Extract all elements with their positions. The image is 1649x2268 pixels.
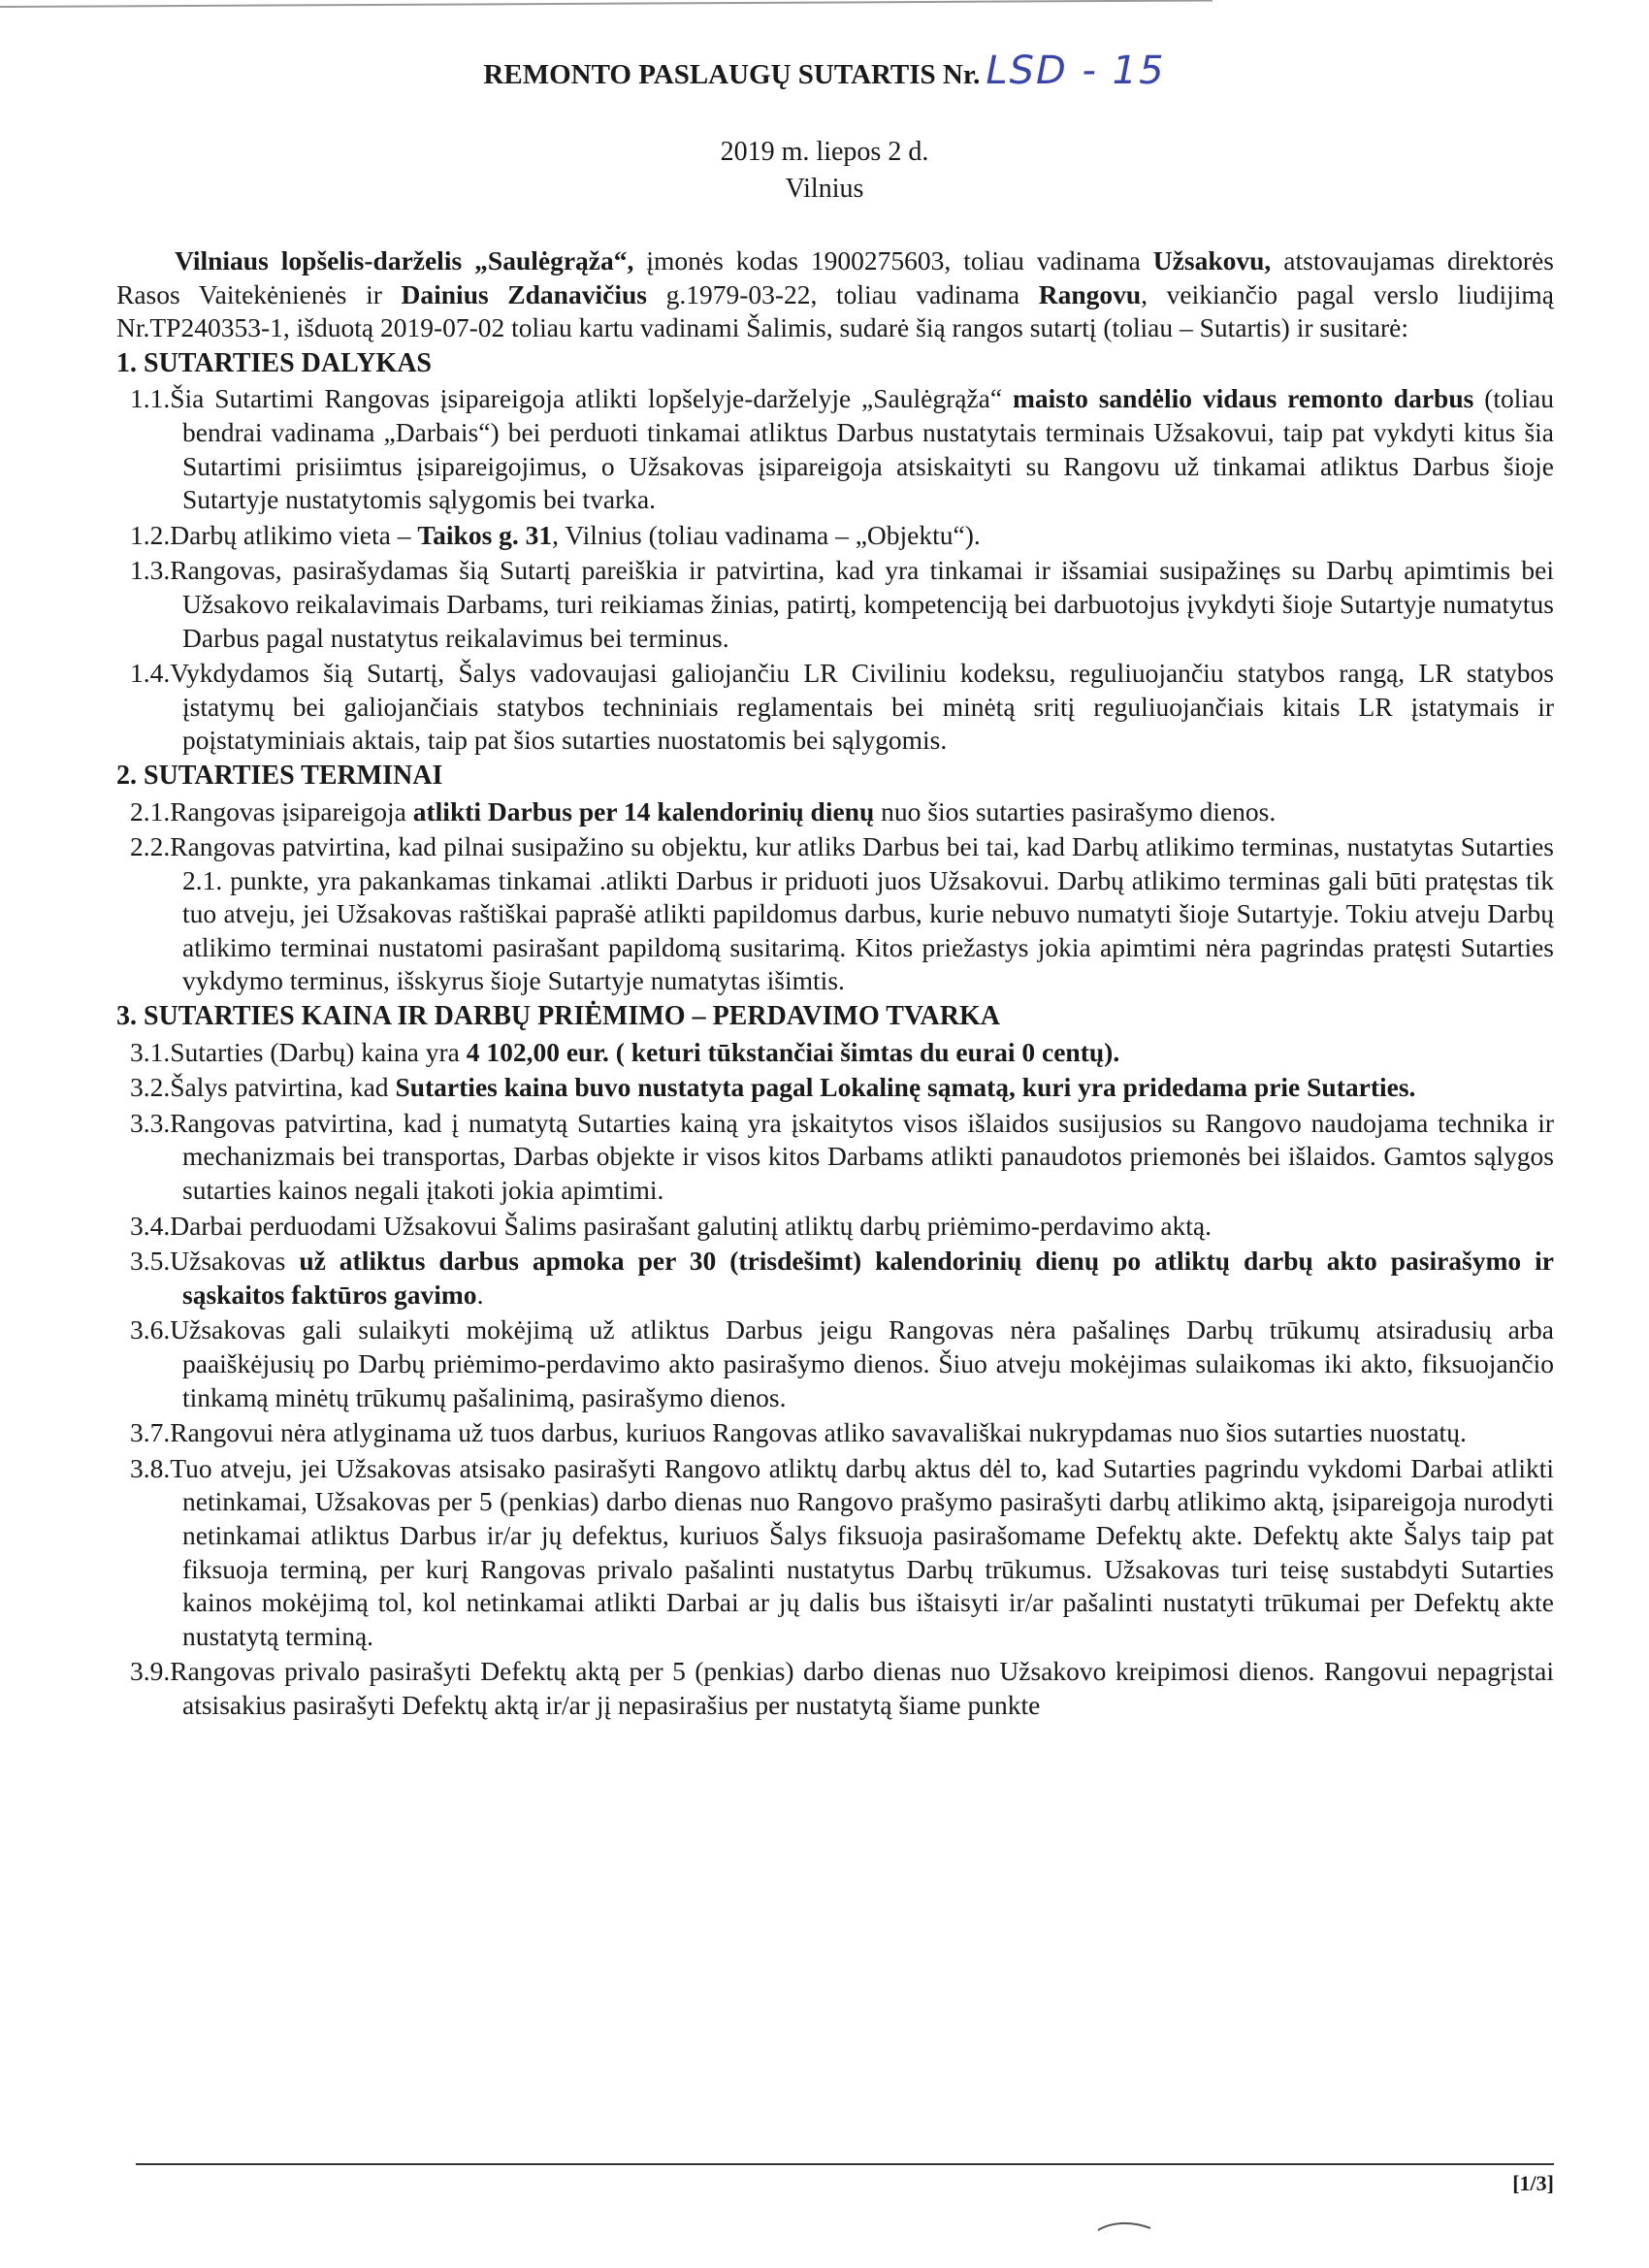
clause-text-segment: (toliau bendrai vadinama „Darbais“) bei perduoti tinkamai atliktus Darbus nustatytais terminais Užsakovui, taip pat vykdyti kitus šia Sutartimi prisiimtus įsipareigojimus, o Užsakovas įsipareigoja atsiskaityti su Rangovu už tinkamai atliktus Darbus šioje Sutartyje nustatytomis sąlygomis bei tvarka. bbox=[182, 383, 1554, 515]
clause-text-segment: nuo šios sutarties pasirašymo dienos. bbox=[874, 795, 1277, 826]
clause-text-segment: Rangovas, pasirašydamas šią Sutartį pareiškia ir patvirtina, kad yra tinkamai ir išsamiai susipažinęs su Darbų apimtimis bei Užsakovo reikalavimais Darbams, turi reikiamas žinias, patirtį, kompetenciją bei darbuotojus įvykdyti šioje Sutartyje numatytus Darbus pagal nustatytus reikalavimus bei terminus. bbox=[170, 555, 1554, 653]
clause-text-segment: už atliktus darbus apmoka per 30 (trisdešimt) kalendorinių dienų po atliktų darbų akto pasirašymo ir sąskaitos faktūros gavimo bbox=[182, 1246, 1554, 1310]
clause-number: 3.6. bbox=[130, 1314, 171, 1345]
section-heading: 2. SUTARTIES TERMINAI bbox=[116, 760, 443, 791]
clause-number: 3.3. bbox=[130, 1107, 171, 1138]
clause-text-segment: Vykdydamos šią Sutartį, Šalys vadovaujasi galiojančiu LR Civiliniu kodeksu, reguliuojančiu statybos rangą, LR statybos įstatymų bei galiojančiais statybos techniniais reglamentais bei minėtą sritį reguliuojančiais kitais LR įstatymais ir poįstatyminiais aktais, taip pat šios sutarties nuostatomis bei sąlygomis. bbox=[170, 658, 1554, 756]
clause-number: 3.7. bbox=[130, 1417, 171, 1448]
intro-paragraph bbox=[116, 244, 1554, 345]
intro-text-segment: atstovaujamas direktorės Rasos Vaitekėnienės ir bbox=[116, 245, 1555, 309]
scan-edge-line bbox=[0, 0, 1212, 8]
page-number: [1/3] bbox=[1512, 2171, 1554, 2195]
clause-text-segment: Rangovas patvirtina, kad pilnai susipažino su objektu, kur atliks Darbus bei tai, kad Darbų atlikimo terminas, nustatytas Sutarties 2.1. punkte, yra pakankamas tinkamai .atlikti Darbus ir priduoti juos Užsakovui. Darbų atlikimo terminas gali būti pratęstas tik tuo atveju, jei Užsakovas raštiškai paprašė atlikti papildomus darbus, kurie nebuvo numatyti šioje Sutartyje. Tokiu atveju Darbų atlikimo terminai nustatomi pasirašant papildomą susitarimą. Kitos priežastys jokia apimtimi nėra pagrindas pratęsti Sutarties vykdymo terminus, išskyrus šioje Sutartyje numatytas išimtis. bbox=[170, 831, 1554, 996]
clause-number: 1.4. bbox=[130, 658, 171, 689]
clause-number: 3.9. bbox=[130, 1656, 171, 1687]
clause bbox=[116, 1036, 1554, 1070]
clause bbox=[116, 554, 1554, 655]
clause-text-segment: Rangovas patvirtina, kad į numatytą Sutarties kainą yra įskaitytos visos išlaidos susijusios su Rangovo naudojama technika ir mechanizmais bei transportas, Darbas objekte ir visos kitos Darbams atlikti panaudotos priemonės bei išlaidos. Gamtos sąlygos sutarties kainos negali įtakoti jokia apimtimi. bbox=[170, 1107, 1554, 1206]
clause-text-segment: Tuo atveju, jei Užsakovas atsisako pasirašyti Rangovo atliktų darbų aktus dėl to, kad Sutarties pagrindu vykdomi Darbai atlikti netinkamai, Užsakovas per 5 (penkias) darbo dienas nuo Rangovo prašymo pasirašyti darbų atlikimo aktą, įsipareigoja nurodyti netinkamai atliktus Darbus ir/ar jų defektus, kuriuos Šalys fiksuoja pasirašomame Defektų akte. Defektų akte Šalys taip pat fiksuoja terminą, per kurį Rangovas privalo pašalinti nustatytus Darbų trūkumus. Užsakovas turi teisę sustabdyti Sutarties kainos mokėjimą tol, kol netinkamai atlikti Darbai ar jų dalis bus ištaisyti ir/ar pašalinti nustatyti trūkumai per Defektų akte nustatytą terminą. bbox=[170, 1452, 1554, 1651]
contract-date: 2019 m. liepos 2 d. bbox=[720, 137, 929, 167]
clause-text-segment: Užsakovas bbox=[170, 1246, 300, 1277]
section-heading: 1. SUTARTIES DALYKAS bbox=[116, 347, 433, 378]
clause-number: 1.2. bbox=[130, 519, 171, 550]
clause-text-segment: Darbai perduodami Užsakovui Šalims pasirašant galutinį atliktų darbų priėmimo-perdavimo aktą. bbox=[170, 1210, 1212, 1241]
contract-city: Vilnius bbox=[785, 174, 864, 204]
handwritten-contract-number: LSD - 15 bbox=[986, 49, 1166, 93]
clause bbox=[116, 1416, 1554, 1450]
clause bbox=[116, 1071, 1554, 1105]
contract-body bbox=[116, 244, 1554, 1723]
intro-text-segment: Vilniaus lopšelis-darželis „Saulėgrąža“, bbox=[175, 245, 634, 275]
clause bbox=[116, 657, 1554, 758]
intro-text-segment: Užsakovu, bbox=[1152, 245, 1272, 275]
intro-text-segment: Dainius Zdanavičius bbox=[401, 278, 647, 309]
clause bbox=[116, 1107, 1554, 1208]
clause bbox=[116, 1313, 1554, 1414]
section-heading: 3. SUTARTIES KAINA IR DARBŲ PRIĖMIMO – PERDAVIMO TVARKA bbox=[116, 1001, 1000, 1032]
clause-text-segment: maisto sandėlio vidaus remonto darbus bbox=[1012, 383, 1474, 414]
clause bbox=[116, 795, 1554, 829]
clause bbox=[116, 830, 1554, 998]
clause-text-segment: atlikti Darbus per 14 kalendorinių dienų bbox=[412, 795, 875, 826]
clause-text-segment: . bbox=[476, 1279, 484, 1310]
intro-text-segment: g.1979-03-22, toliau vadinama bbox=[646, 278, 1039, 309]
signature-mark bbox=[1096, 2217, 1154, 2236]
clause-text-segment: Sutarties kaina buvo nustatyta pagal Lokalinę sąmatą, kuri yra pridedama prie Sutarties. bbox=[395, 1072, 1416, 1103]
clause bbox=[116, 382, 1554, 516]
clause-number: 3.5. bbox=[130, 1246, 171, 1277]
clause-text-segment: Taikos g. 31 bbox=[417, 519, 553, 550]
clause bbox=[116, 1210, 1554, 1244]
clause-number: 3.2. bbox=[130, 1072, 171, 1103]
document-title bbox=[0, 49, 1649, 93]
clause-text-segment: Rangovui nėra atlyginama už tuos darbus, kuriuos Rangovas atliko savavališkai nukrypdamas nuo šios sutarties nuostatų. bbox=[170, 1417, 1467, 1448]
clause-text-segment: Šalys patvirtina, kad bbox=[170, 1072, 396, 1103]
clause-text-segment: Darbų atlikimo vieta – bbox=[170, 519, 418, 550]
clause-text-segment: 4 102,00 eur. ( keturi tūkstančiai šimtas du eurai 0 centų). bbox=[466, 1036, 1120, 1067]
clause-number: 3.1. bbox=[130, 1036, 171, 1067]
title-text: REMONTO PASLAUGŲ SUTARTIS Nr. bbox=[483, 59, 981, 90]
clause-number: 3.8. bbox=[130, 1452, 171, 1483]
date-place bbox=[0, 134, 1649, 208]
clause-number: 1.1. bbox=[130, 383, 171, 414]
clause bbox=[116, 1452, 1554, 1654]
clause-text-segment: , Vilnius (toliau vadinama – „Objektu“). bbox=[552, 519, 981, 550]
intro-text-segment: Rangovu bbox=[1038, 278, 1142, 309]
clause-text-segment: Užsakovas gali sulaikyti mokėjimą už atliktus Darbus jeigu Rangovas nėra pašalinęs Darbų trūkumų atsiradusių arba paaiškėjusių po Darbų priėmimo-perdavimo akto pasirašymo dienos. Šiuo atveju mokėjimas sulaikomas iki akto, fiksuojančio tinkamą minėtų trūkumų pašalinimą, pasirašymo dienos. bbox=[170, 1314, 1554, 1412]
clause-number: 2.1. bbox=[130, 795, 171, 826]
clause bbox=[116, 1655, 1554, 1722]
clause-number: 2.2. bbox=[130, 831, 171, 862]
clause-text-segment: Rangovas įsipareigoja bbox=[170, 795, 413, 826]
clause bbox=[116, 1245, 1554, 1312]
footer-divider bbox=[136, 2163, 1554, 2165]
clause bbox=[116, 519, 1554, 553]
clause-number: 1.3. bbox=[130, 555, 171, 586]
intro-text-segment: , veikiančio pagal verslo liudijimą Nr.TP240353-1, išduotą 2019-07-02 toliau kartu vadinami Šalimis, sudarė šią rangos sutartį (toliau – Sutartis) ir susitarė: bbox=[116, 278, 1555, 343]
intro-text-segment: įmonės kodas 1900275603, toliau vadinama bbox=[633, 245, 1153, 275]
clause-text-segment: Sutarties (Darbų) kaina yra bbox=[170, 1036, 467, 1067]
clause-text-segment: Rangovas privalo pasirašyti Defektų aktą per 5 (penkias) darbo dienas nuo Užsakovo kreipimosi dienos. Rangovui nepagrįstai atsisakius pasirašyti Defektų aktą ir/ar jį nepasirašius per nustatytą šiame punkte bbox=[170, 1656, 1554, 1720]
clause-text-segment: Šia Sutartimi Rangovas įsipareigoja atlikti lopšelyje-darželyje „Saulėgrąža“ bbox=[170, 383, 1013, 414]
clause-number: 3.4. bbox=[130, 1210, 171, 1241]
